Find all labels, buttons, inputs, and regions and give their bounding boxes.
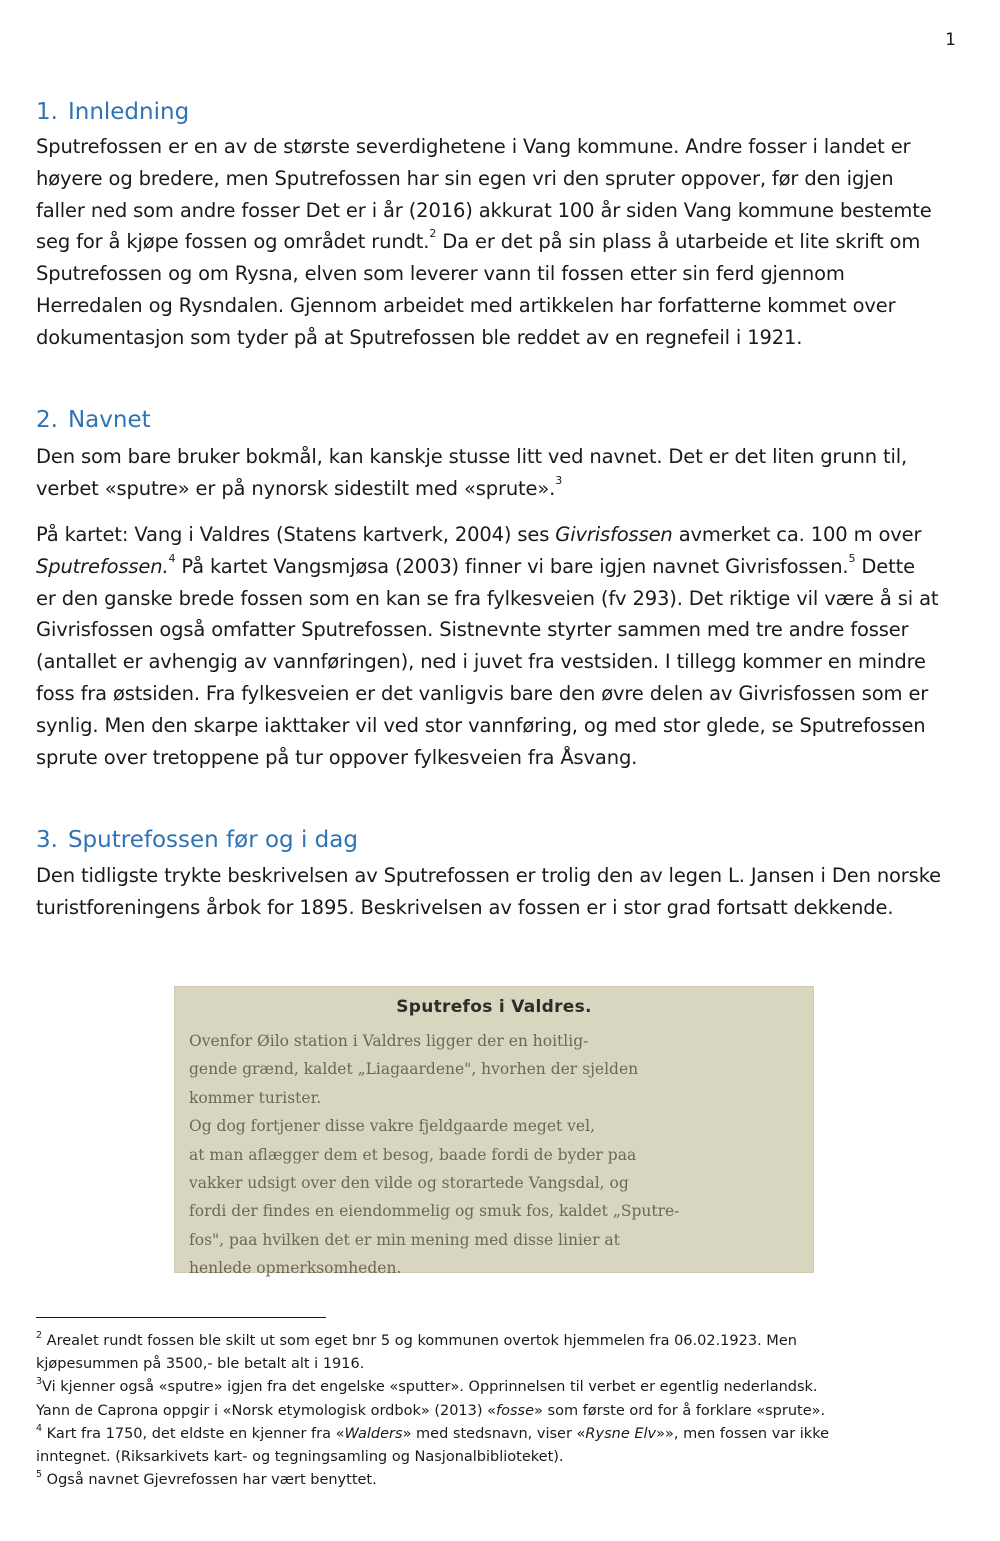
italic-word: Rysne Elv xyxy=(585,1425,657,1442)
clipping-text xyxy=(189,1027,801,1283)
italic-place-name: Givrisfossen xyxy=(555,523,673,546)
text-run: Dette xyxy=(855,554,915,578)
text-run: avmerket ca. 100 m over xyxy=(672,523,922,546)
section-3-paragraph xyxy=(36,860,970,924)
newspaper-clipping-image xyxy=(174,986,814,1278)
section-2-heading xyxy=(36,405,151,435)
footnote-3 xyxy=(36,1376,976,1422)
clipping-line: kommer turister. xyxy=(189,1088,322,1107)
text-run: seg for å kjøpe fossen og området rundt. xyxy=(36,230,430,254)
clipping-line: gende grænd, kaldet „Liagaardene", hvorhen der sjelden xyxy=(189,1060,639,1079)
footnote-ref-3[interactable]: 3 xyxy=(555,473,563,487)
section-1-paragraph xyxy=(36,131,970,354)
section-3-number: 3. xyxy=(36,827,58,853)
text-run: »», men fossen var ikke xyxy=(656,1425,829,1442)
text-run: På kartet Vangsmjøsa (2003) finner vi bare igjen navnet Givrisfossen. xyxy=(175,554,849,578)
text-line: dokumentasjon som tyder på at Sputrefossen ble reddet av en regnefeil i 1921. xyxy=(36,325,803,349)
text-line xyxy=(36,551,970,583)
text-run: » som første ord for å forklare «sprute». xyxy=(534,1402,826,1419)
footnote-divider xyxy=(36,1317,326,1318)
footnote-marker: 4 xyxy=(36,1422,43,1434)
text-line: kjøpesummen på 3500,- ble betalt alt i 1916. xyxy=(36,1356,365,1373)
italic-word: Walders xyxy=(344,1425,403,1442)
text-line xyxy=(36,1376,976,1399)
text-line: faller ned som andre fosser Det er i år (2016) akkurat 100 år siden Vang kommune bestemte xyxy=(36,198,932,222)
clipping-line: fos", paa hvilken det er min mening med disse linier at xyxy=(189,1230,620,1249)
section-2-paragraph-1 xyxy=(36,441,970,505)
section-1-title: Innledning xyxy=(67,99,190,125)
footnote-marker: 5 xyxy=(36,1469,43,1481)
text-line: Den som bare bruker bokmål, kan kanskje stusse litt ved navnet. Det er det liten grunn til, xyxy=(36,445,908,468)
text-line xyxy=(36,1330,976,1353)
footnote-ref-2[interactable]: 2 xyxy=(429,227,437,241)
text-line: foss fra østsiden. Fra fylkesveien er det vanligvis bare den øvre delen av Givrisfossen som er xyxy=(36,681,929,705)
section-1-number: 1. xyxy=(36,99,58,125)
footnote-2 xyxy=(36,1330,976,1376)
text-line xyxy=(36,226,970,258)
section-1-heading xyxy=(36,97,189,127)
italic-place-name: Sputrefossen. xyxy=(36,554,169,578)
section-3-heading xyxy=(36,825,358,855)
text-line xyxy=(36,1400,976,1423)
footnote-5 xyxy=(36,1469,976,1492)
text-line: er den ganske brede fossen som en kan se fra fylkesveien (fv 293). Det riktige vil være å si at xyxy=(36,586,939,610)
clipping-title: Sputrefos i Valdres. xyxy=(396,997,592,1017)
text-line: turistforeningens årbok for 1895. Beskrivelsen av fossen er i stor grad fortsatt dekkende. xyxy=(36,895,894,919)
text-line: sprute over tretoppene på tur oppover fylkesveien fra Åsvang. xyxy=(36,745,638,769)
text-run: » med stedsnavn, viser « xyxy=(402,1425,586,1442)
text-line: inntegnet. (Riksarkivets kart- og tegningsamling og Nasjonalbiblioteket). xyxy=(36,1449,564,1466)
text-line: Givrisfossen også omfatter Sputrefossen. Sistnevnte styrter sammen med tre andre fosser xyxy=(36,618,909,642)
text-line: Sputrefossen og om Rysna, elven som leverer vann til fossen etter sin ferd gjennom xyxy=(36,262,845,286)
text-run: Også navnet Gjevrefossen har vært benyttet. xyxy=(42,1472,377,1489)
text-run: Da er det på sin plass å utarbeide et lite skrift om xyxy=(436,230,921,254)
text-line: Herredalen og Rysndalen. Gjennom arbeidet med artikkelen har forfatterne kommet over xyxy=(36,293,896,317)
text-run: Kart fra 1750, det eldste en kjenner fra « xyxy=(42,1425,345,1442)
text-line: høyere og bredere, men Sputrefossen har sin egen vri den spruter oppover, før den igjen xyxy=(36,166,894,190)
text-run: Yann de Caprona oppgir i «Norsk etymologisk ordbok» (2013) « xyxy=(36,1402,497,1419)
section-2-title: Navnet xyxy=(67,407,151,433)
text-run: På kartet: Vang i Valdres (Statens kartverk, 2004) ses xyxy=(36,523,556,546)
text-line xyxy=(36,1423,976,1446)
section-3-title: Sputrefossen før og i dag xyxy=(67,827,358,853)
text-run: verbet «sputre» er på nynorsk sidestilt med «sprute». xyxy=(36,476,556,500)
footnote-ref-5[interactable]: 5 xyxy=(848,551,856,565)
clipping-line: Og dog fortjener disse vakre fjeldgaarde meget vel, xyxy=(189,1117,595,1136)
text-run: Arealet rundt fossen ble skilt ut som eget bnr 5 og kommunen overtok hjemmelen fra 06.02.1923. Men xyxy=(42,1333,797,1349)
text-run: Vi kjenner også «sputre» igjen fra det engelske «sputter». Opprinnelsen til verbet er egentlig nederlandsk. xyxy=(42,1379,818,1396)
footnote-marker: 2 xyxy=(36,1330,43,1341)
section-2-paragraph-2 xyxy=(36,519,970,773)
footnote-marker: 3 xyxy=(36,1376,43,1388)
text-line: Sputrefossen er en av de største severdighetene i Vang kommune. Andre fosser i landet er xyxy=(36,135,911,158)
clipping-line: vakker udsigt over den vilde og storartede Vangsdal, og xyxy=(189,1174,629,1193)
text-line xyxy=(36,519,970,551)
footnote-4 xyxy=(36,1423,976,1469)
clipping-line: fordi der findes en eiendommelig og smuk fos, kaldet „Sputre- xyxy=(189,1202,680,1221)
section-2-number: 2. xyxy=(36,407,58,433)
clipping-line: Ovenfor Øilo station i Valdres ligger der en hoitlig- xyxy=(189,1032,589,1050)
text-line: (antallet er avhengig av vannføringen), ned i juvet fra vestsiden. I tillegg kommer en mindre xyxy=(36,650,926,674)
text-line xyxy=(36,473,970,505)
page-number: 1 xyxy=(945,30,956,50)
text-line xyxy=(36,1469,976,1492)
italic-word: fosse xyxy=(496,1402,535,1419)
footnotes xyxy=(36,1330,976,1492)
clipping-line: at man aflægger dem et besog, baade fordi de byder paa xyxy=(189,1145,637,1164)
footnote-ref-4[interactable]: 4 xyxy=(168,551,176,565)
clipping-line: henlede opmerksomheden. xyxy=(189,1259,402,1278)
text-line: Den tidligste trykte beskrivelsen av Sputrefossen er trolig den av legen L. Jansen i Den norske xyxy=(36,864,941,887)
text-line: synlig. Men den skarpe iakttaker vil ved stor vannføring, og med stor glede, se Sputrefossen xyxy=(36,713,926,737)
